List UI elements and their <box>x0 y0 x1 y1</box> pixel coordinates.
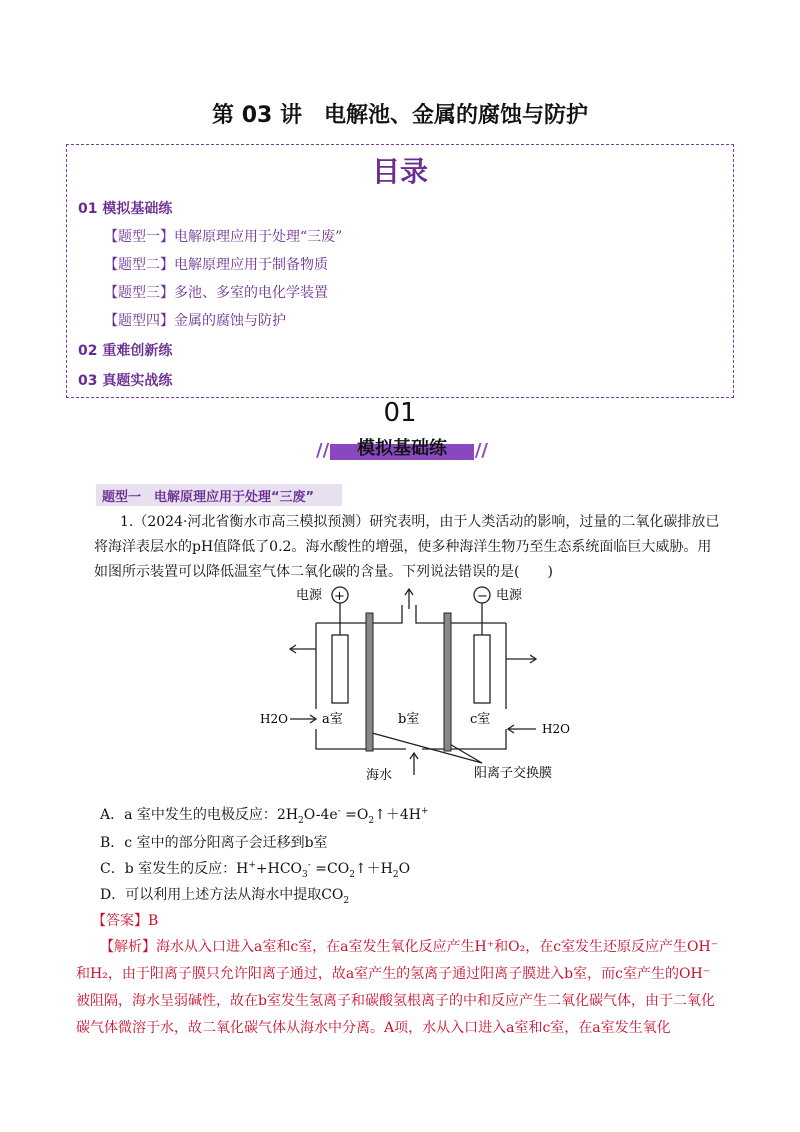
water-right-label: H2O <box>542 722 570 736</box>
section-banner <box>316 432 488 462</box>
answer: 【答案】B <box>92 913 159 929</box>
room-c-label: c室 <box>470 712 491 727</box>
seawater-label: 海水 <box>366 768 393 783</box>
option-d: D．可以利用上述方法从海水中提取$CO_2$ <box>100 887 350 906</box>
toc-heading: 目录 <box>371 155 428 188</box>
toc-item-type2[interactable]: 【题型二】电解原理应用于制备物质 <box>104 257 328 273</box>
toc-item-hard[interactable]: 02 重难创新练 <box>78 343 173 359</box>
membrane-label: 阳离子交换膜 <box>474 766 553 781</box>
toc-item-type1[interactable]: 【题型一】电解原理应用于处理“三废” <box>104 229 343 245</box>
minus-sign: − <box>477 589 488 604</box>
power-neg-label: 电源 <box>496 588 523 603</box>
membrane-left <box>366 613 373 751</box>
water-left-label: H2O <box>260 712 288 726</box>
page-title: 第 03 讲 电解池、金属的腐蚀与防护 <box>212 103 588 128</box>
toc-item-real[interactable]: 03 真题实战练 <box>78 373 173 389</box>
toc-item-type3[interactable]: 【题型三】多池、多室的电化学装置 <box>104 285 328 301</box>
power-pos-label: 电源 <box>296 588 323 603</box>
option-b: B．c 室中的部分阳离子会迁移到b室 <box>100 835 328 851</box>
room-b-label: b室 <box>398 712 420 727</box>
analysis: 【解析】海水从入口进入a室和c室，在a室发生氧化反应产生H⁺和O₂，在c室发生还原反应产生OH⁻和H₂，由于阳离子膜只允许阳离子通过，故a室产生的氢离子通过阳离子膜进入b室，而c室产生的OH⁻被阻隔，海水呈弱碱性，故在b室发生氢离子和碳酸氢根离子的中和反应产生二氧化碳气体，由于二氧化碳气体微溶于水，故二氧化碳气体从海水中分离。A项，水从入口进入a室和c室，在a室发生氧化 <box>76 939 719 1036</box>
electrolysis-diagram <box>256 583 576 783</box>
section-number: 01 <box>383 398 417 428</box>
membrane-right <box>444 613 451 751</box>
question-text: 1.（2024·河北省衡水市高三模拟预测）研究表明，由于人类活动的影响，过量的二氧化碳排放已将海洋表层水的pH值降低了0.2。海水酸性的增强，使多种海洋生物乃至生态系统面临巨大威胁。用如图所示装置可以降低温室气体二氧化碳的含量。下列说法错误的是( ) <box>94 514 720 580</box>
banner-right-slash-icon: // <box>474 440 488 461</box>
option-a: A．a 室中发生的电极反应：$2H_2O-4e^-$ $=O_2↑+4H^+$ <box>100 806 429 826</box>
section-title: 模拟基础练 <box>357 438 447 459</box>
toc-item-type4[interactable]: 【题型四】金属的腐蚀与防护 <box>104 313 286 329</box>
plus-sign: + <box>334 589 345 604</box>
toc-item-basic[interactable]: 01 模拟基础练 <box>78 201 173 217</box>
option-c: C．b 室发生的反应：$H^++HCO_3^-$ $=CO_2↑+H_2O$ <box>100 860 411 880</box>
question-type-label: 题型一 电解原理应用于处理“三废” <box>102 490 315 505</box>
room-a-label: a室 <box>322 712 343 727</box>
banner-left-slash-icon: // <box>316 440 330 461</box>
